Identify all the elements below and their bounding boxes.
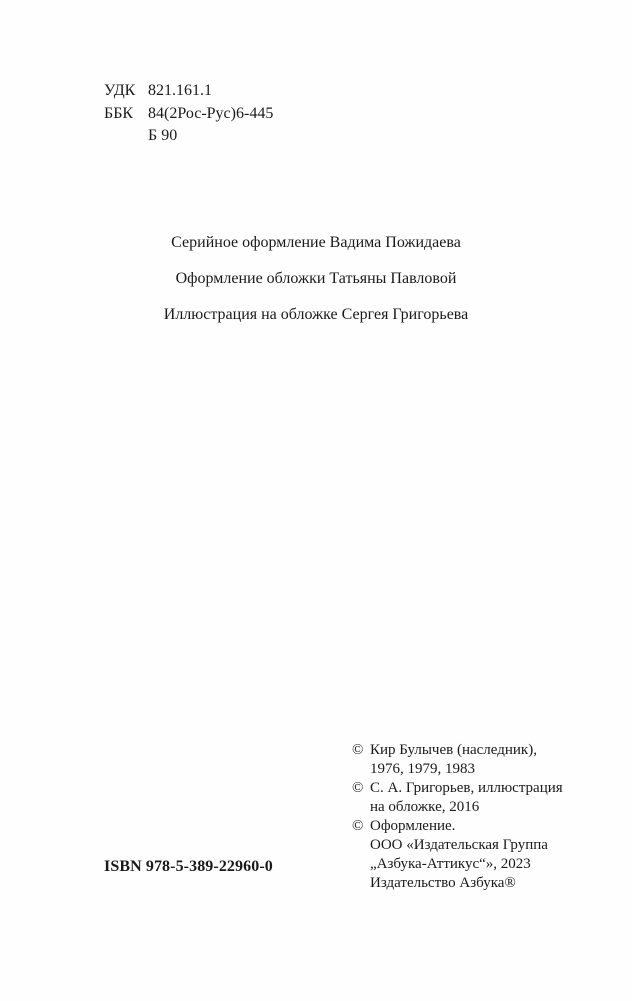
copyright-line: Кир Булычев (наследник), bbox=[370, 742, 537, 758]
copyright-line: 1976, 1979, 1983 bbox=[370, 761, 475, 777]
copyright-sign: © bbox=[352, 742, 364, 758]
copyright-entry-author bbox=[352, 741, 563, 779]
bbk-row bbox=[104, 103, 273, 126]
copyright-line: „Азбука-Аттикус“», 2023 bbox=[370, 856, 531, 872]
copyright-sign: © bbox=[352, 818, 364, 834]
copyright-line: на обложке, 2016 bbox=[370, 799, 480, 815]
copyright-entry-illustration bbox=[352, 779, 563, 817]
series-design-credit: Серийное оформление Вадима Пожидаева bbox=[171, 234, 461, 251]
author-mark: Б 90 bbox=[148, 127, 178, 144]
cover-illustration-credit: Иллюстрация на обложке Сергея Григорьева bbox=[163, 306, 469, 323]
copyright-line: Оформление. bbox=[370, 818, 456, 834]
copyright-sign: © bbox=[352, 780, 364, 796]
udk-label: УДК bbox=[104, 82, 136, 99]
copyright-block bbox=[352, 741, 563, 893]
copyright-line: ООО «Издательская Группа bbox=[370, 837, 548, 853]
classification-block bbox=[104, 80, 273, 148]
isbn: ISBN 978-5-389-22960-0 bbox=[104, 858, 273, 875]
copyright-line: С. А. Григорьев, иллюстрация bbox=[370, 780, 563, 796]
copyright-line: Издательство Азбука® bbox=[370, 875, 516, 891]
bbk-label: ББК bbox=[104, 104, 134, 122]
udk-row bbox=[104, 80, 273, 103]
cover-design-credit: Оформление обложки Татьяны Павловой bbox=[175, 270, 457, 287]
design-credits bbox=[0, 231, 632, 339]
author-mark-row bbox=[104, 125, 273, 148]
copyright-entry-design bbox=[352, 817, 563, 893]
bbk-value: 84(2Рос-Рус)6-445 bbox=[148, 104, 274, 122]
udk-value: 821.161.1 bbox=[148, 82, 212, 99]
